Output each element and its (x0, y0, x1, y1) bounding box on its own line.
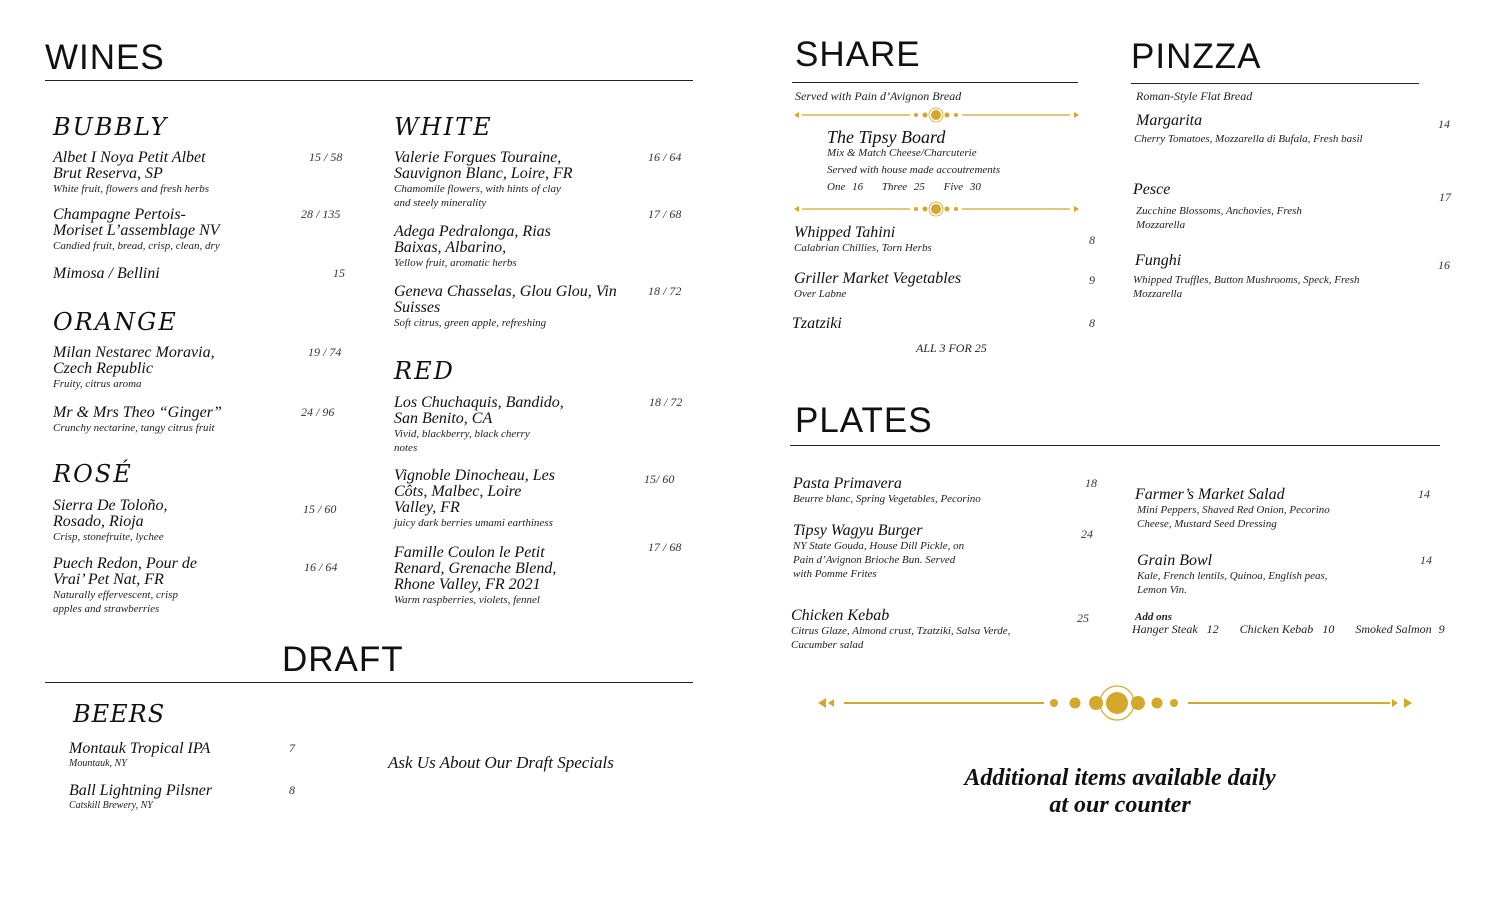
item-desc: Calabrian Chillies, Torn Herbs (794, 242, 932, 254)
item-name: Ball Lightning Pilsner (69, 782, 213, 799)
share-item (792, 316, 1097, 332)
board-options (827, 180, 1087, 194)
item-desc: Vivid, blackberry, black cherry notes (394, 428, 530, 454)
item-price: 15 / 60 (303, 502, 337, 516)
item-desc: Yellow fruit, aromatic herbs (394, 257, 517, 269)
item-price: 24 / 96 (301, 405, 335, 419)
wine-item (53, 207, 353, 253)
item-name: Grain Bowl (1137, 552, 1213, 569)
share-deal: ALL 3 FOR 25 (916, 341, 987, 355)
option-price: 25 (913, 181, 925, 193)
item-price: 8 (289, 783, 295, 797)
share-subtitle: Served with Pain d’Avignon Bread (795, 89, 962, 103)
item-price: 14 (1418, 487, 1430, 501)
plate-item (1137, 553, 1437, 597)
item-price: 7 (289, 741, 295, 755)
item-price: 14 (1420, 553, 1432, 567)
share-item (794, 225, 1099, 255)
wine-item (53, 150, 353, 196)
wine-item (53, 345, 353, 391)
item-desc: Warm raspberries, violets, fennel (394, 594, 540, 606)
plates-rule (790, 445, 1440, 446)
addons-title: Add ons (1135, 611, 1172, 623)
item-desc: Catskill Brewery, NY (69, 800, 153, 811)
gold-divider-top (792, 107, 1082, 123)
item-name: Montauk Tropical IPA (69, 740, 211, 757)
item-desc: Cherry Tomatoes, Mozzarella di Bufala, Fresh basil (1134, 133, 1363, 145)
addon-price: 10 (1322, 622, 1335, 636)
item-name: Tzatziki (792, 315, 842, 332)
board-desc-2: Served with house made accoutrements (827, 164, 1001, 176)
addon-name: Smoked Salmon (1355, 622, 1432, 636)
rose-heading: ROSÉ (53, 460, 133, 488)
option-label: Three (881, 181, 908, 193)
item-price: 18 (1085, 476, 1097, 490)
tipsy-board (827, 128, 1087, 194)
item-price: 19 / 74 (308, 345, 342, 359)
wine-item (394, 540, 694, 607)
item-price: 17 (1439, 190, 1451, 204)
red-heading: RED (394, 357, 455, 385)
item-desc: Citrus Glaze, Almond crust, Tzatziki, Salsa Verde, Cucumber salad (791, 625, 1011, 651)
item-desc: Mountauk, NY (69, 758, 127, 769)
item-desc: White fruit, flowers and fresh herbs (53, 183, 210, 195)
bubbly-heading: BUBBLY (53, 113, 169, 141)
pinzza-item (1133, 182, 1453, 232)
item-name: Mr & Mrs Theo “Ginger” (53, 404, 222, 421)
item-name: Milan Nestarec Moravia, Czech Republic (53, 344, 215, 377)
item-name: Los Chuchaquis, Bandido, San Benito, CA (394, 394, 564, 427)
plates-title: PLATES (795, 401, 933, 440)
item-price: 8 (1089, 233, 1095, 247)
item-desc: Crunchy nectarine, tangy citrus fruit (53, 422, 215, 434)
pinzza-rule (1131, 83, 1419, 84)
item-name: Geneva Chasselas, Glou Glou, Vin Suisses (394, 283, 617, 316)
option-label: Five (943, 181, 964, 193)
item-name: Sierra De Toloño, Rosado, Rioja (53, 497, 168, 530)
footer-note (900, 765, 1340, 819)
wine-item (53, 498, 353, 544)
plate-item (793, 523, 1103, 581)
item-name: Farmer’s Market Salad (1135, 486, 1285, 503)
wine-item (394, 284, 694, 330)
item-desc: Crisp, stonefruite, lychee (53, 531, 164, 543)
item-name: Pasta Primavera (793, 475, 902, 492)
gold-divider-bottom (792, 201, 1082, 217)
wines-title: WINES (45, 38, 165, 77)
footer-line-2: at our counter (1049, 792, 1191, 818)
item-desc: Whipped Truffles, Button Mushrooms, Speck, Fresh Mozzarella (1133, 274, 1360, 300)
addon-name: Chicken Kebab (1239, 622, 1314, 636)
plate-item (1135, 487, 1435, 531)
item-price: 25 (1077, 611, 1089, 625)
addon-price: 9 (1438, 622, 1445, 636)
wine-item (394, 150, 694, 210)
item-name: Chicken Kebab (791, 607, 890, 624)
plate-item (791, 608, 1101, 652)
gold-ornament-divider (816, 682, 1416, 724)
item-name: Mimosa / Bellini (53, 265, 160, 282)
item-price: 28 / 135 (301, 207, 341, 221)
item-price: 15 / 58 (309, 150, 343, 164)
share-item (794, 271, 1099, 301)
beer-item (69, 741, 309, 771)
beers-heading: BEERS (73, 700, 166, 728)
item-name: Griller Market Vegetables (794, 270, 962, 287)
item-price: 8 (1089, 316, 1095, 330)
wine-item (53, 405, 353, 435)
item-name: Puech Redon, Pour de Vrai’ Pet Nat, FR (53, 555, 197, 588)
item-name: Famille Coulon le Petit Renard, Grenache Blend, Rhone Valley, FR 2021 (394, 544, 557, 593)
item-name: Whipped Tahini (794, 224, 896, 241)
item-name: Margarita (1136, 112, 1203, 129)
item-price: 17 / 68 (648, 540, 682, 554)
board-name: The Tipsy Board (827, 127, 946, 147)
orange-heading: ORANGE (53, 308, 178, 336)
wine-item (394, 207, 694, 270)
item-name: Vignoble Dinocheau, Les Côts, Malbec, Loire Valley, FR (394, 467, 556, 516)
wine-item (394, 468, 694, 530)
item-desc: Naturally effervescent, crisp apples and strawberries (53, 589, 178, 615)
wine-item (394, 395, 694, 455)
item-desc: Zucchine Blossoms, Anchovies, Fresh Mozzarella (1136, 205, 1302, 231)
board-desc: Mix & Match Cheese/Charcuterie (827, 147, 977, 159)
draft-rule (45, 682, 693, 683)
option-label: One (827, 181, 846, 193)
beer-item (69, 783, 309, 813)
item-name: Pesce (1133, 181, 1171, 198)
item-name: Tipsy Wagyu Burger (793, 522, 923, 539)
item-price: 17 / 68 (648, 207, 682, 221)
item-name: Valerie Forgues Touraine, Sauvignon Blanc, Loire, FR (394, 149, 573, 182)
item-desc: Over Labne (794, 288, 847, 300)
pinzza-item (1134, 113, 1454, 146)
item-desc: Candied fruit, bread, crisp, clean, dry (53, 240, 220, 252)
item-desc: Kale, French lentils, Quinoa, English peas, Lemon Vin. (1137, 570, 1328, 596)
wine-item (53, 266, 353, 282)
item-price: 14 (1438, 117, 1450, 131)
item-price: 18 / 72 (649, 395, 683, 409)
item-desc: Beurre blanc, Spring Vegetables, Pecorino (793, 493, 981, 505)
item-price: 15/ 60 (644, 472, 675, 486)
addons-list (1132, 622, 1445, 636)
share-rule (792, 82, 1078, 83)
draft-title: DRAFT (282, 640, 404, 679)
item-price: 24 (1081, 527, 1093, 541)
item-desc: Chamomile flowers, with hints of clay and steely minerality (394, 183, 561, 209)
option-price: 30 (969, 181, 981, 193)
option-price: 16 (852, 181, 864, 193)
item-desc: Mini Peppers, Shaved Red Onion, Pecorino Cheese, Mustard Seed Dressing (1137, 504, 1330, 530)
item-desc: Soft citrus, green apple, refreshing (394, 317, 547, 329)
item-name: Albet I Noya Petit Albet Brut Reserva, SP (53, 149, 206, 182)
item-price: 18 / 72 (648, 284, 682, 298)
item-price: 16 / 64 (304, 560, 338, 574)
item-price: 16 / 64 (648, 150, 682, 164)
pinzza-subtitle: Roman-Style Flat Bread (1136, 89, 1253, 103)
addon-name: Hanger Steak (1132, 622, 1198, 636)
footer-line-1: Additional items available daily (964, 765, 1276, 791)
wine-item (53, 556, 353, 616)
item-desc: Fruity, citrus aroma (53, 378, 142, 390)
pinzza-title: PINZZA (1131, 37, 1262, 76)
wines-rule (45, 80, 693, 81)
item-price: 15 (333, 266, 345, 280)
draft-specials-text: Ask Us About Our Draft Specials (388, 753, 614, 772)
item-price: 16 (1438, 258, 1450, 272)
white-heading: WHITE (394, 113, 493, 141)
item-desc: juicy dark berries umami earthiness (394, 517, 553, 529)
item-desc: NY State Gouda, House Dill Pickle, on Pain d’Avignon Brioche Bun. Served with Pomme Frites (793, 540, 965, 580)
item-price: 9 (1089, 273, 1095, 287)
item-name: Adega Pedralonga, Rias Baixas, Albarino, (394, 223, 551, 256)
share-title: SHARE (795, 35, 921, 74)
item-name: Funghi (1135, 252, 1182, 269)
item-name: Champagne Pertois-Moriset L’assemblage NV (53, 206, 220, 239)
plate-item (793, 476, 1103, 506)
addon-price: 12 (1206, 622, 1219, 636)
pinzza-item (1133, 253, 1453, 301)
